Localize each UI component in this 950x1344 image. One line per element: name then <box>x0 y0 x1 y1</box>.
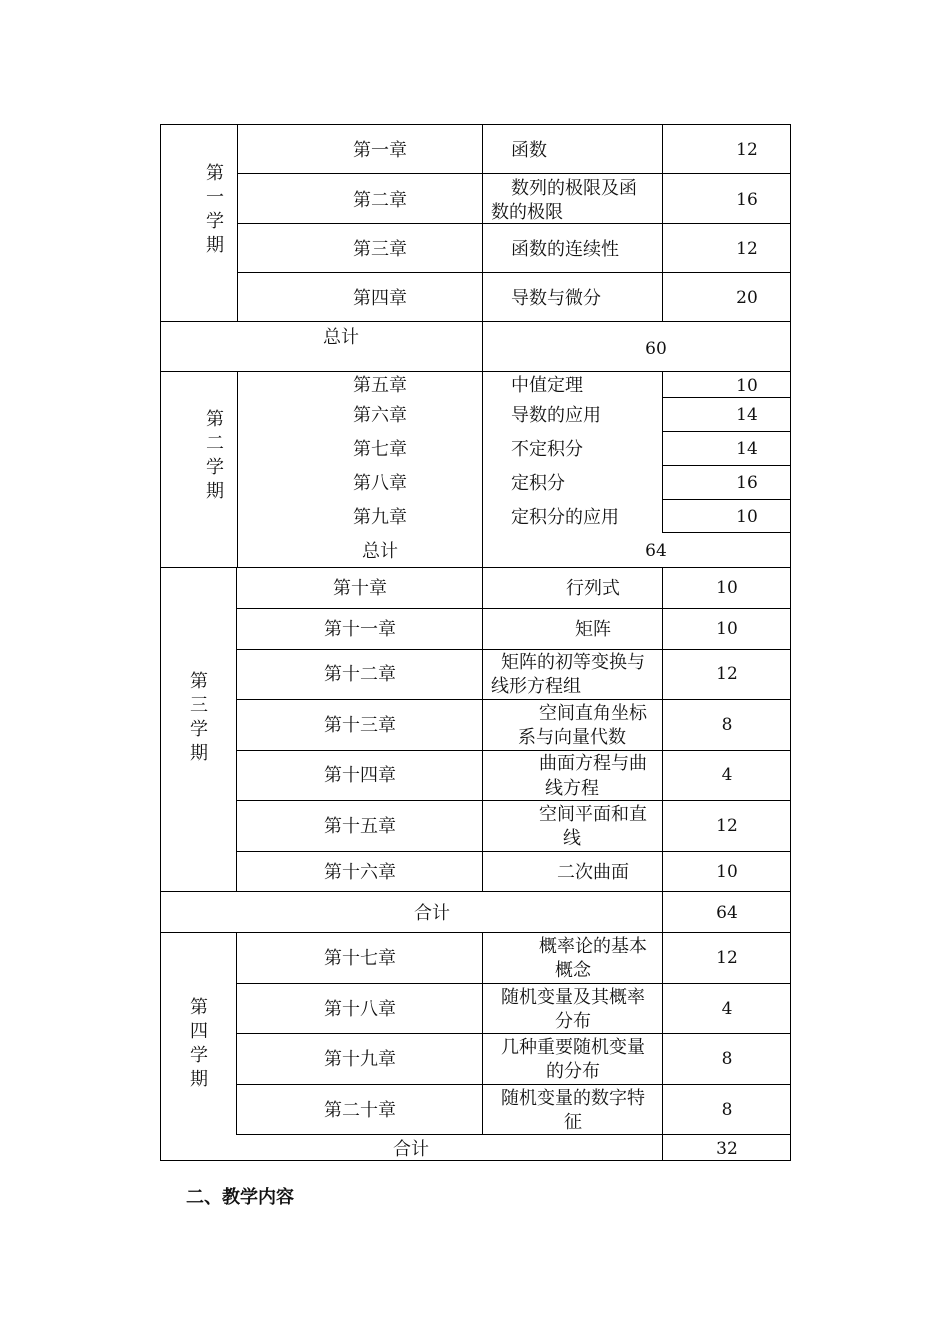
content-cell: 征 <box>564 1112 582 1133</box>
chapter-cell: 第十五章 <box>324 816 396 837</box>
hours-cell: 14 <box>736 405 758 425</box>
hours-cell: 8 <box>721 1100 733 1120</box>
content-cell: 不定积分 <box>511 439 583 460</box>
content-cell: 随机变量及其概率 <box>501 987 645 1008</box>
total-value: 64 <box>645 541 667 561</box>
chapter-cell: 第十章 <box>333 578 387 599</box>
hours-cell: 10 <box>716 862 738 882</box>
semester-2-label: 第 二 学 期 <box>206 409 224 502</box>
hours-cell: 12 <box>716 948 738 968</box>
chapter-cell: 第十八章 <box>324 999 396 1020</box>
content-cell: 数的极限 <box>491 202 563 223</box>
content-cell: 的分布 <box>546 1061 600 1082</box>
chapter-cell: 第十六章 <box>324 862 396 883</box>
content-cell: 曲面方程与曲 <box>539 753 647 774</box>
hours-cell: 12 <box>736 239 758 259</box>
content-cell: 矩阵 <box>575 619 611 640</box>
content-cell: 几种重要随机变量 <box>501 1037 645 1058</box>
content-cell: 定积分 <box>511 473 565 494</box>
content-cell: 分布 <box>555 1011 591 1032</box>
hours-cell: 12 <box>716 664 738 684</box>
hours-cell: 12 <box>736 140 758 160</box>
total-label: 总计 <box>323 327 359 348</box>
total-value: 60 <box>645 339 667 359</box>
chapter-cell: 第四章 <box>353 288 407 309</box>
content-cell: 系与向量代数 <box>518 727 626 748</box>
semester-1-label: 第 一 学 期 <box>206 163 224 256</box>
content-cell: 导数与微分 <box>511 288 601 309</box>
chapter-cell: 第九章 <box>353 507 407 528</box>
content-cell: 空间直角坐标 <box>539 703 647 724</box>
hours-cell: 8 <box>721 715 733 735</box>
hours-cell: 16 <box>736 190 758 210</box>
semester-3-label: 第 三 学 期 <box>190 671 208 764</box>
content-cell: 函数的连续性 <box>511 239 619 260</box>
hours-cell: 14 <box>736 439 758 459</box>
hours-cell: 12 <box>716 816 738 836</box>
content-cell: 定积分的应用 <box>511 507 619 528</box>
semester-4-label: 第 四 学 期 <box>190 997 208 1090</box>
content-cell: 线形方程组 <box>491 676 581 697</box>
total-value: 32 <box>716 1139 738 1159</box>
content-cell: 随机变量的数字特 <box>501 1088 645 1109</box>
chapter-cell: 第三章 <box>353 239 407 260</box>
content-cell: 线 <box>563 828 581 849</box>
hours-cell: 10 <box>736 376 758 396</box>
chapter-cell: 第十四章 <box>324 765 396 786</box>
chapter-cell: 第二十章 <box>324 1100 396 1121</box>
total-label: 合计 <box>414 903 450 924</box>
content-cell: 导数的应用 <box>511 405 601 426</box>
content-cell: 概率论的基本 <box>539 936 647 957</box>
hours-cell: 8 <box>721 1049 733 1069</box>
hours-cell: 4 <box>721 765 733 785</box>
content-cell: 概念 <box>555 960 591 981</box>
chapter-cell: 第十二章 <box>324 664 396 685</box>
content-cell: 矩阵的初等变换与 <box>501 652 645 673</box>
total-label: 总计 <box>362 541 398 562</box>
chapter-cell: 第十一章 <box>324 619 396 640</box>
chapter-cell: 第六章 <box>353 405 407 426</box>
content-cell: 数列的极限及函 <box>511 178 637 199</box>
total-value: 64 <box>716 903 738 923</box>
chapter-cell: 第十七章 <box>324 948 396 969</box>
content-cell: 函数 <box>511 140 547 161</box>
chapter-cell: 第十三章 <box>324 715 396 736</box>
chapter-cell: 第十九章 <box>324 1049 396 1070</box>
hours-cell: 20 <box>736 288 758 308</box>
hours-cell: 4 <box>721 999 733 1019</box>
hours-cell: 16 <box>736 473 758 493</box>
content-cell: 二次曲面 <box>557 862 629 883</box>
chapter-cell: 第二章 <box>353 190 407 211</box>
hours-cell: 10 <box>736 507 758 527</box>
hours-cell: 10 <box>716 578 738 598</box>
chapter-cell: 第八章 <box>353 473 407 494</box>
chapter-cell: 第七章 <box>353 439 407 460</box>
chapter-cell: 第一章 <box>353 140 407 161</box>
total-label: 合计 <box>393 1139 429 1160</box>
content-cell: 空间平面和直 <box>539 804 647 825</box>
hours-cell: 10 <box>716 619 738 639</box>
content-cell: 线方程 <box>545 778 599 799</box>
content-cell: 行列式 <box>566 578 620 599</box>
chapter-cell: 第五章 <box>353 375 407 396</box>
section-heading: 二、教学内容 <box>186 1187 294 1208</box>
content-cell: 中值定理 <box>511 375 583 396</box>
